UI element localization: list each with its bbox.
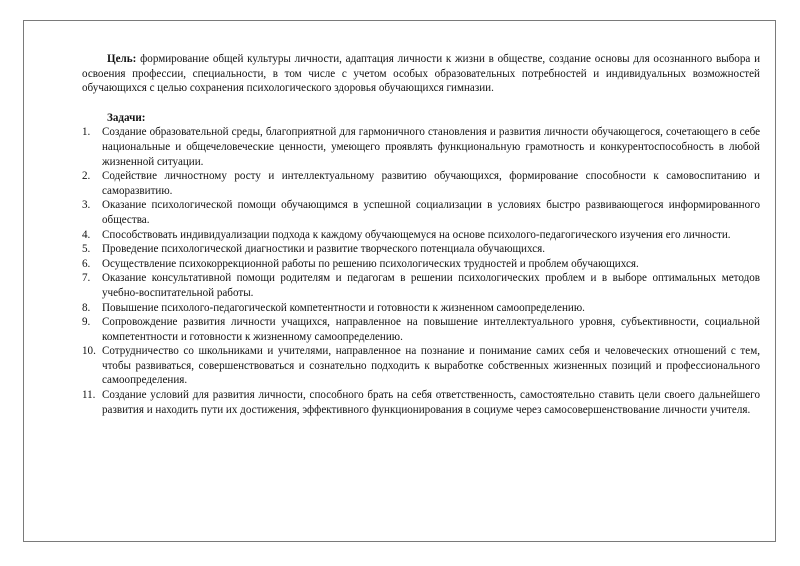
task-item xyxy=(82,125,760,169)
goal-paragraph xyxy=(82,52,760,96)
task-number: 11. xyxy=(82,389,96,402)
task-item xyxy=(82,228,760,243)
task-number: 5. xyxy=(82,243,91,256)
task-text: Способствовать индивидуализации подхода к каждому обучающемуся на основе психолого-педагогического изучения его личности. xyxy=(102,228,731,241)
task-item xyxy=(82,257,760,272)
task-number: 10. xyxy=(82,345,96,358)
task-text: Повышение психолого-педагогической компетентности и готовности к жизненном самоопределению. xyxy=(102,301,585,314)
task-text: Осуществление психокоррекционной работы по решению психологических трудностей и проблем обучающихся. xyxy=(102,257,639,270)
task-number: 9. xyxy=(82,316,91,329)
task-item xyxy=(82,242,760,257)
goal-label: Цель: xyxy=(107,53,137,65)
tasks-list xyxy=(82,125,760,417)
goal-text: формирование общей культуры личности, адаптация личности к жизни в обществе, создание основы для осознанного выбора и освоения профессии, специальности, в том числе с учетом особых образовательных потребностей и индивидуальных возможностей обучающихся с целью сохранения психологического здоровья обучающихся гимназии. xyxy=(82,53,760,95)
document-page xyxy=(23,20,776,542)
document-content xyxy=(82,52,760,417)
task-item xyxy=(82,388,760,417)
task-text: Проведение психологической диагностики и развитие творческого потенциала обучающихся. xyxy=(102,243,546,256)
task-text: Создание условий для развития личности, способного брать на себя ответственность, самостоятельно ставить цели своего дальнейшего развития и находить пути их достижения, эффективного функционирования в социуме через самосовершенствование личности учителя. xyxy=(102,389,760,416)
task-item xyxy=(82,169,760,198)
task-text: Оказание консультативной помощи родителям и педагогам в решении психологических проблем и в выборе оптимальных методов учебно-воспитательной работы. xyxy=(102,272,760,299)
task-number: 4. xyxy=(82,228,91,241)
task-number: 8. xyxy=(82,301,91,314)
task-text: Создание образовательной среды, благоприятной для гармоничного становления и развития личности обучающегося, сочетающего в себе национальные и общечеловеческие ценности, умеющего проявлять функциональную грамотность и конкурентоспособность в любой жизненной ситуации. xyxy=(102,126,760,168)
task-text: Сопровождение развития личности учащихся, направленное на повышение интеллектуального уровня, субъективности, социальной компетентности и готовности к жизненному самоопределению. xyxy=(102,316,760,343)
task-item xyxy=(82,271,760,300)
task-text: Сотрудничество со школьниками и учителями, направленное на познание и понимание самих себя и человеческих отношений с тем, чтобы развиваться, совершенствоваться и сознательно подходить к выработке собственных жизненных позиций и профессионального самоопределения. xyxy=(102,345,760,387)
task-number: 2. xyxy=(82,170,91,183)
tasks-title: Задачи: xyxy=(107,111,146,124)
task-item xyxy=(82,344,760,388)
task-item xyxy=(82,301,760,316)
task-number: 7. xyxy=(82,272,91,285)
task-item xyxy=(82,198,760,227)
task-number: 1. xyxy=(82,126,91,139)
task-number: 6. xyxy=(82,257,91,270)
task-item xyxy=(82,315,760,344)
task-text: Содействие личностному росту и интеллектуальному развитию обучающихся, формирование способности к самовоспитанию и саморазвитию. xyxy=(102,170,760,197)
task-text: Оказание психологической помощи обучающимся в успешной социализации в условиях быстро развивающегося информированного общества. xyxy=(102,199,760,226)
task-number: 3. xyxy=(82,199,91,212)
